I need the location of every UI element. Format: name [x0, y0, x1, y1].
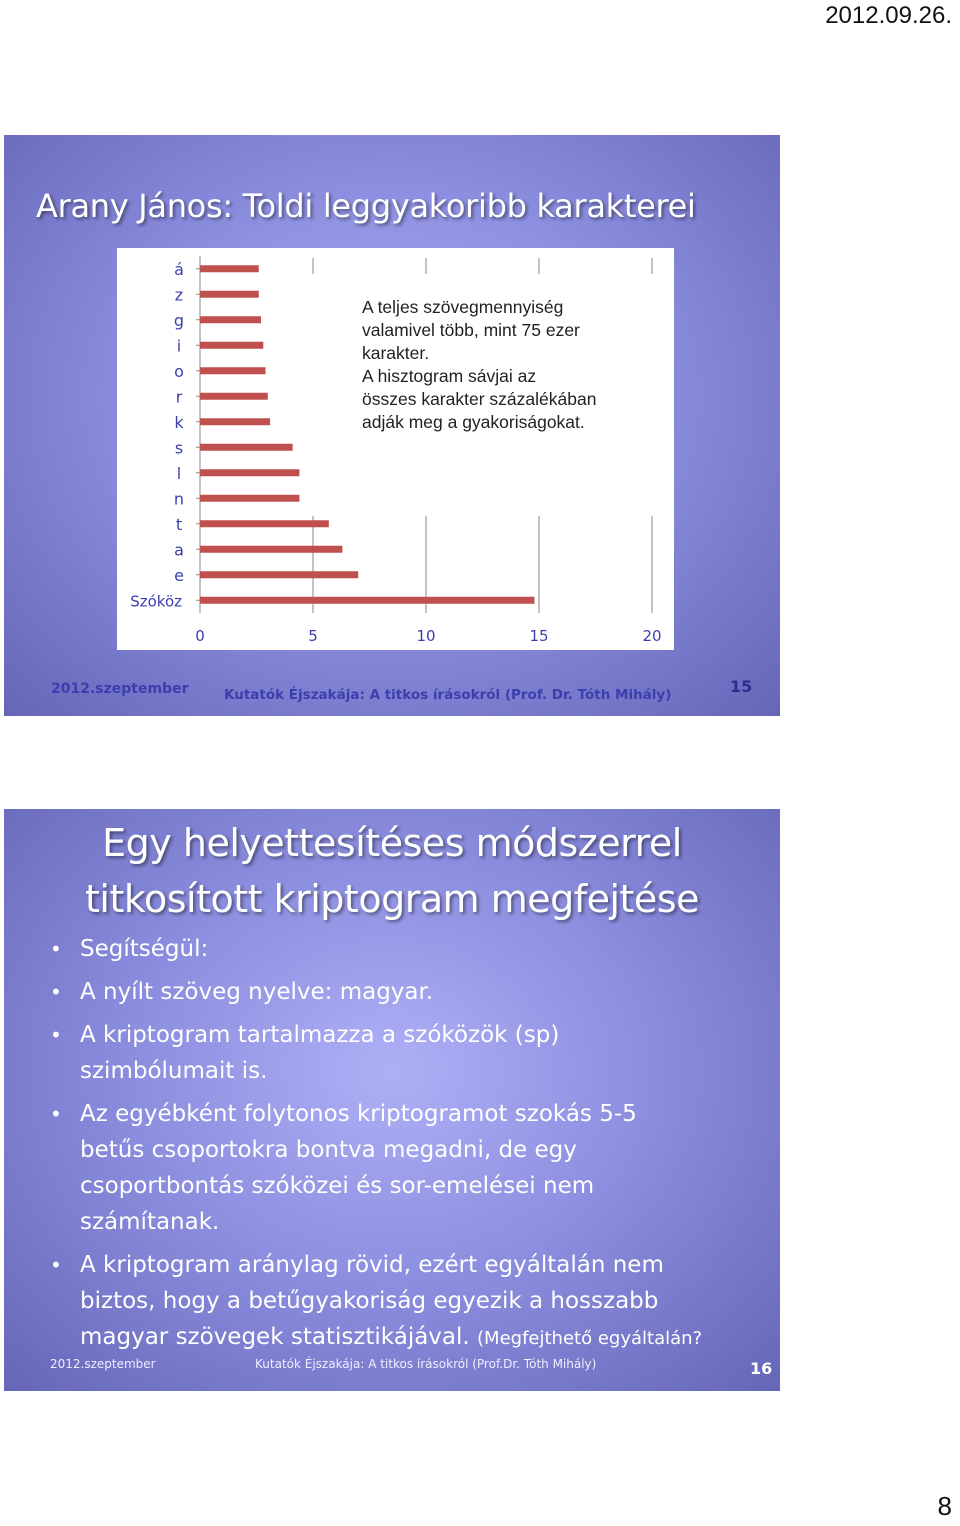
- bar: [200, 597, 534, 604]
- slide-title: Arany János: Toldi leggyakoribb karakterei: [36, 187, 696, 225]
- bullet-text: A nyílt szöveg nyelve: magyar.: [80, 979, 434, 1005]
- bullet-text: csoportbontás szóközei és sor-emelései nem: [80, 1173, 595, 1199]
- category-label: g: [173, 310, 185, 330]
- histogram-chart: [117, 248, 674, 650]
- bar: [200, 520, 329, 527]
- slide-number: 16: [750, 1359, 773, 1378]
- category-label: k: [174, 412, 184, 432]
- footer-title: Kutatók Éjszakája: A titkos írásokról (Prof.Dr. Tóth Mihály): [255, 1357, 597, 1371]
- category-label: z: [174, 285, 184, 305]
- bullet-extra: (Megfejthető egyáltalán?: [477, 1328, 703, 1349]
- bar: [200, 444, 293, 451]
- category-label: i: [176, 336, 182, 356]
- header-date: 2012.09.26.: [825, 2, 952, 29]
- slide-number: 15: [730, 677, 753, 696]
- slide-title-line: titkosított kriptogram megfejtése: [84, 877, 699, 921]
- category-label: á: [174, 259, 184, 279]
- slide-16: [4, 809, 780, 1391]
- bar: [200, 342, 263, 349]
- bar: [200, 393, 268, 400]
- bullet-text: A kriptogram aránylag rövid, ezért egyáltalán nem: [80, 1252, 664, 1278]
- bullet-list: [50, 931, 730, 1364]
- chart-note-line: összes karakter százalékában: [362, 389, 597, 409]
- chart-note-line: karakter.: [362, 343, 430, 363]
- category-label: n: [173, 489, 185, 509]
- x-tick-label: 20: [642, 627, 662, 645]
- category-label: s: [174, 438, 184, 458]
- bar: [200, 291, 259, 298]
- bullet-text: magyar szövegek statisztikájával.: [80, 1324, 470, 1350]
- category-label: t: [175, 514, 183, 534]
- category-label: o: [174, 361, 184, 381]
- bar: [200, 546, 342, 553]
- bar: [200, 265, 259, 272]
- category-label: l: [176, 463, 182, 483]
- slide-title-line: Egy helyettesítéses módszerrel: [102, 821, 682, 865]
- x-tick-label: 5: [308, 627, 318, 645]
- category-label: Szóköz: [130, 592, 182, 611]
- category-label: e: [174, 565, 184, 585]
- slide-title: [4, 815, 780, 927]
- bullet-item: [50, 931, 730, 967]
- bullet-item: [50, 1247, 730, 1357]
- bullet-text: A kriptogram tartalmazza a szóközök (sp): [80, 1022, 560, 1048]
- chart-note-line: A teljes szövegmennyiség: [362, 297, 564, 317]
- x-tick-label: 0: [195, 627, 205, 645]
- chart-note-line: A hisztogram sávjai az: [362, 366, 537, 386]
- bullet-text: biztos, hogy a betűgyakoriság egyezik a hosszabb: [80, 1288, 659, 1314]
- bar: [200, 469, 299, 476]
- bullet-text: Segítségül:: [80, 936, 209, 962]
- bar: [200, 316, 261, 323]
- chart-note-line: valamivel több, mint 75 ezer: [362, 320, 580, 340]
- category-label: a: [174, 540, 184, 560]
- chart-note-line: adják meg a gyakoriságokat.: [362, 412, 585, 432]
- footer-title: Kutatók Éjszakája: A titkos írásokról (Prof. Dr. Tóth Mihály): [224, 687, 672, 703]
- bullet-text: betűs csoportokra bontva megadni, de egy: [80, 1137, 577, 1163]
- bullet-text: szimbólumait is.: [80, 1058, 268, 1084]
- category-label: r: [175, 387, 183, 407]
- bullet-text: Az egyébként folytonos kriptogramot szokás 5-5: [80, 1101, 637, 1127]
- chart-note: [362, 296, 662, 434]
- bullet-text: számítanak.: [80, 1209, 220, 1235]
- page-number: 8: [937, 1491, 952, 1521]
- x-tick-label: 10: [416, 627, 436, 645]
- bullet-item: [50, 974, 730, 1010]
- slide-15: [4, 135, 780, 716]
- x-tick-label: 15: [529, 627, 549, 645]
- bar: [200, 495, 299, 502]
- footer-date: 2012.szeptember: [50, 1357, 156, 1371]
- bar: [200, 571, 358, 578]
- bar: [200, 367, 266, 374]
- bullet-item: [50, 1096, 730, 1240]
- bar: [200, 418, 270, 425]
- footer-date: 2012.szeptember: [51, 681, 189, 697]
- bullet-item: [50, 1017, 730, 1089]
